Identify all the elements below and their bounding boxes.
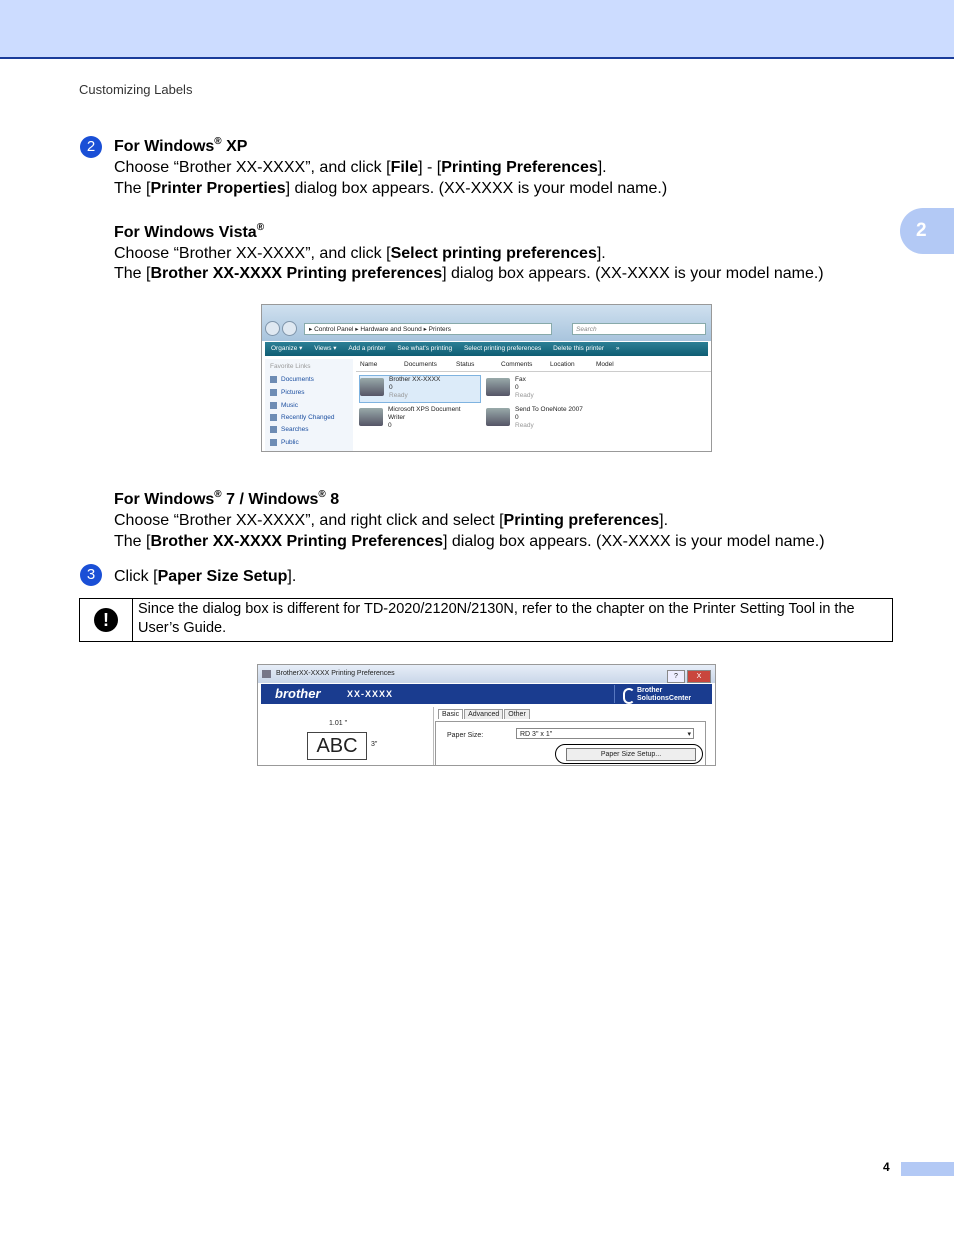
col-model: Model (596, 361, 614, 368)
basic-panel (435, 721, 706, 766)
toolbar-select-prefs: Select printing preferences (463, 345, 542, 352)
label-preview-text: ABC (307, 732, 367, 760)
address-path: ▸ Control Panel ▸ Hardware and Sound ▸ Printers (304, 323, 552, 335)
search-box: Search (572, 323, 706, 335)
col-comments: Comments (501, 361, 533, 368)
vista-line1: Choose “Brother XX-XXXX”, and click [Select printing preferences]. (114, 245, 606, 262)
vista-heading: For Windows Vista® (114, 221, 265, 241)
toolbar-views: Views ▾ (314, 345, 337, 352)
printer-list (356, 359, 711, 451)
step3-text: Click [Paper Size Setup]. (114, 568, 297, 585)
favorite-links-label: Favorite Links (270, 363, 311, 370)
folder-icon (270, 376, 277, 383)
win7-heading: For Windows® 7 / Windows® 8 (114, 488, 340, 508)
favorite-public: Public (270, 439, 299, 446)
page-number: 4 (883, 1160, 890, 1174)
printer-icon (486, 408, 510, 426)
dialog-title: BrotherXX-XXXX Printing Preferences (276, 670, 395, 677)
col-location: Location (550, 361, 575, 368)
toolbar-see-printing: See what's printing (397, 345, 453, 352)
toolbar (265, 342, 708, 356)
favorite-documents: Documents (270, 376, 314, 383)
folder-icon (270, 426, 277, 433)
toolbar-more: » (615, 345, 620, 352)
toolbar-add-printer: Add a printer (348, 345, 386, 352)
model-name: XX-XXXX (347, 689, 394, 699)
tab-other: Other (504, 709, 530, 719)
list-header (356, 359, 711, 372)
printer-icon (262, 670, 271, 678)
xp-line1: Choose “Brother XX-XXXX”, and click [File] - [Printing Preferences]. (114, 159, 607, 176)
forward-icon (282, 321, 297, 336)
address-area (262, 305, 711, 341)
vista-line2: The [Brother XX-XXXX Printing preferences] dialog box appears. (XX-XXXX is your model name.) (114, 265, 824, 282)
printer-icon (360, 378, 384, 396)
tab-advanced: Advanced (464, 709, 503, 719)
folder-icon (270, 402, 277, 409)
col-status: Status (456, 361, 475, 368)
important-note (79, 598, 893, 642)
favorites-pane (265, 359, 353, 451)
list-item: Send To OneNote 2007 0 Ready (486, 406, 606, 432)
toolbar-organize: Organize ▾ (271, 345, 303, 352)
xp-line2: The [Printer Properties] dialog box appears. (XX-XXXX is your model name.) (114, 180, 668, 197)
printing-preferences-screenshot (257, 664, 716, 766)
top-band (0, 0, 954, 59)
list-item: Brother XX-XXXX 0 Ready (359, 375, 481, 403)
width-dimension: 1.01 " (329, 720, 348, 727)
toolbar-delete: Delete this printer (553, 345, 605, 352)
list-item: Microsoft XPS Document Writer 0 (359, 406, 484, 432)
vista-printers-screenshot (261, 304, 712, 452)
col-documents: Documents (404, 361, 437, 368)
paper-size-select: RD 3" x 1" ▾ (516, 728, 694, 739)
folder-icon (270, 389, 277, 396)
back-icon (265, 321, 280, 336)
col-name: Name (360, 361, 378, 368)
help-button: ? (667, 670, 685, 683)
favorite-pictures: Pictures (270, 389, 304, 396)
note-icon-cell (80, 599, 133, 641)
chapter-tab: 2 (900, 208, 954, 254)
printer-icon (359, 408, 383, 426)
dialog-tabs (438, 709, 531, 719)
footer-bar (901, 1162, 954, 1176)
favorite-recently-changed: Recently Changed (270, 414, 334, 421)
dialog-title-bar (258, 665, 715, 683)
running-header: Customizing Labels (79, 82, 193, 97)
paper-size-label: Paper Size: (447, 732, 484, 739)
solutions-center-icon (623, 688, 635, 704)
xp-heading: For Windows® XP (114, 135, 248, 155)
close-button: X (687, 670, 711, 683)
solutions-center-link: Brother SolutionsCenter (614, 685, 708, 703)
step-number-2: 2 (80, 136, 102, 158)
folder-icon (270, 414, 277, 421)
paper-size-setup-button: Paper Size Setup... (566, 748, 696, 761)
label-preview (261, 707, 434, 765)
favorite-music: Music (270, 402, 298, 409)
window-buttons (665, 668, 711, 680)
exclamation-icon: ! (94, 608, 118, 632)
list-item: Fax 0 Ready (486, 376, 606, 402)
favorite-searches: Searches (270, 426, 308, 433)
win7-line1: Choose “Brother XX-XXXX”, and right click and select [Printing preferences]. (114, 512, 669, 529)
brother-banner (261, 684, 712, 704)
win7-line2: The [Brother XX-XXXX Printing Preferences] dialog box appears. (XX-XXXX is your model name.) (114, 533, 825, 550)
fax-icon (486, 378, 510, 396)
brother-logo: brother (275, 686, 321, 701)
folder-icon (270, 439, 277, 446)
note-text: Since the dialog box is different for TD-2020/2120N/2130N, refer to the chapter on the Printer Setting Tool in the User’s Guide. (138, 601, 855, 636)
tab-basic: Basic (438, 709, 463, 719)
step-number-3: 3 (80, 564, 102, 586)
height-dimension: 3" (371, 741, 378, 748)
